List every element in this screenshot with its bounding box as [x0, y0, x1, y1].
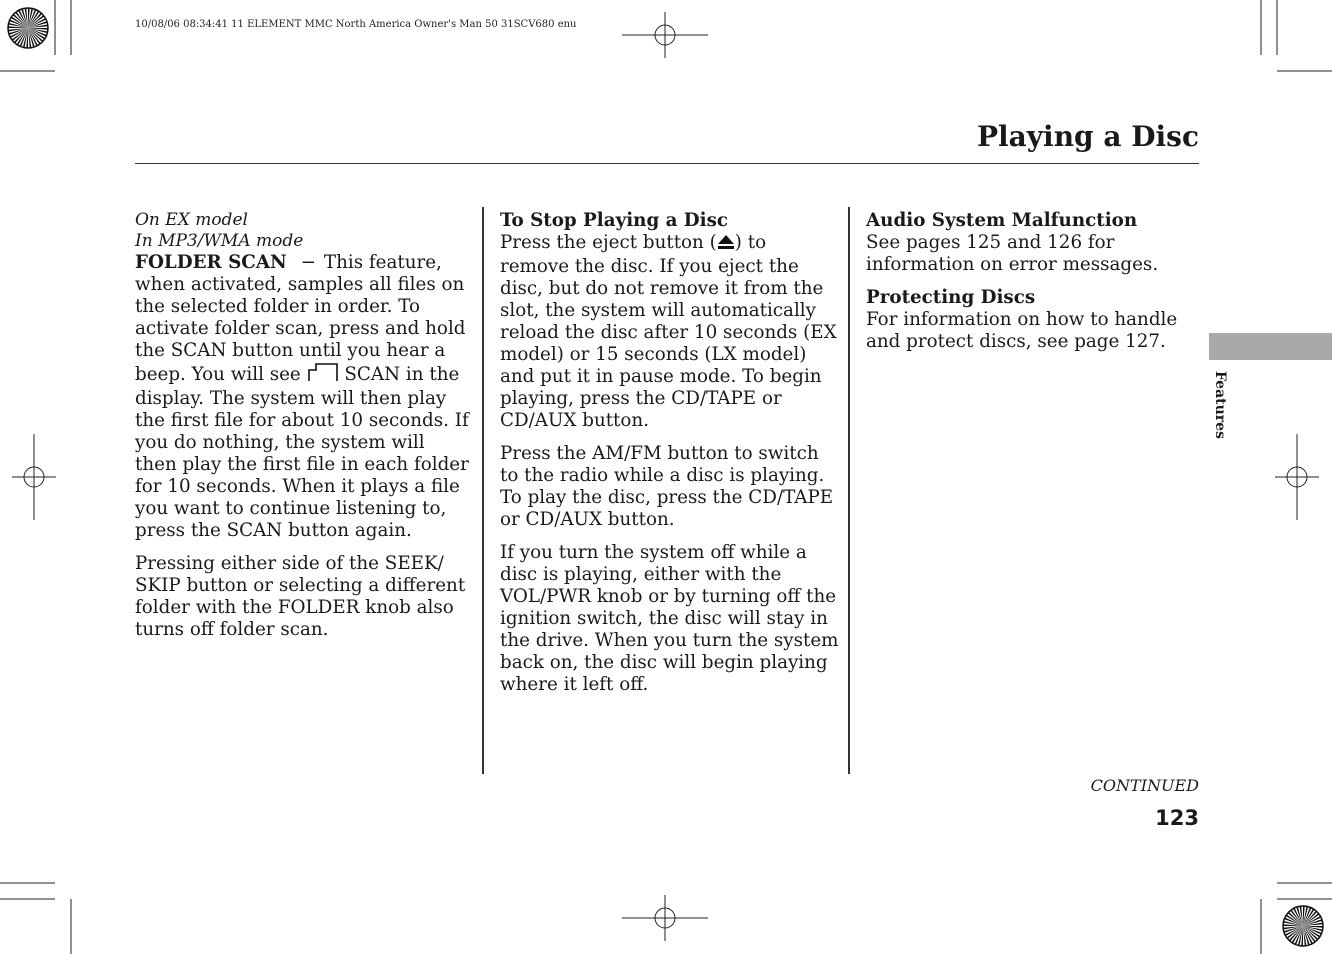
malfunction-paragraph: See pages 125 and 126 for information on error messages.: [866, 232, 1159, 275]
eject-paragraph: [500, 232, 840, 432]
registration-target-icon: [622, 895, 708, 941]
column-folder-scan: [135, 210, 470, 652]
folder-scan-text-a: This feature, when activated, samples all files on the selected folder in order. To activate folder scan, press and hold the SCAN button until you hear a beep. You will see: [135, 252, 466, 385]
protecting-discs-heading: Protecting Discs: [866, 287, 1036, 308]
column-divider: [848, 207, 850, 774]
am-fm-paragraph: Press the AM/FM button to switch to the radio while a disc is playing. To play the disc, press the CD/TAPE or CD/AUX button.: [500, 443, 834, 530]
folder-scan-indicator-icon: [307, 362, 339, 388]
eject-text-a: Press the eject button (: [500, 232, 717, 253]
title-divider: [135, 163, 1199, 164]
continued-note: CONTINUED: [1090, 776, 1199, 795]
registration-target-icon: [1275, 434, 1319, 520]
registration-target-icon: [622, 12, 708, 58]
column-stop-playing: [500, 210, 840, 707]
starburst-registration-icon: [8, 8, 48, 48]
stop-playing-heading: To Stop Playing a Disc: [500, 210, 729, 231]
registration-target-icon: [12, 434, 56, 520]
column-divider: [482, 207, 484, 774]
eject-icon: [717, 234, 735, 256]
print-metadata: 10/08/06 08:34:41 11 ELEMENT MMC North America Owner's Man 50 31SCV680 enu: [135, 19, 577, 30]
term-dash: −: [300, 252, 316, 273]
section-tab-label: Features: [1212, 371, 1228, 439]
power-off-paragraph: If you turn the system off while a disc is playing, either with the VOL/PWR knob or by turning off the ignition switch, the disc will stay in the drive. When you turn the system back on, the disc will begin playing where it left off.: [500, 542, 839, 695]
folder-scan-term: FOLDER SCAN: [135, 252, 287, 273]
seek-skip-paragraph: Pressing either side of the SEEK/ SKIP button or selecting a different folder with the FOLDER knob also turns off folder scan.: [135, 553, 466, 640]
page-number: 123: [1155, 806, 1199, 830]
column-malfunction: [866, 210, 1186, 364]
folder-scan-text-b: SCAN in the display. The system will then play the first file for about 10 seconds. If you do nothing, the system will then play the first file in each folder for 10 seconds. When it plays a file you want to continue listening to, press the SCAN button again.: [135, 364, 469, 541]
folder-scan-paragraph: [135, 252, 470, 542]
eject-text-b: ) to remove the disc. If you eject the disc, but do not remove it from the slot, the system will automatically reload the disc after 10 seconds (EX model) or 15 seconds (LX model) and put it in pause mode. To begin playing, press the CD/TAPE or CD/AUX button.: [500, 232, 837, 431]
page-title: Playing a Disc: [976, 120, 1199, 153]
malfunction-heading: Audio System Malfunction: [866, 210, 1138, 231]
protecting-discs-paragraph: For information on how to handle and protect discs, see page 127.: [866, 309, 1178, 352]
mode-note: In MP3/WMA mode: [135, 231, 304, 251]
starburst-registration-icon: [1283, 906, 1323, 946]
section-tab-bar: [1209, 333, 1332, 360]
model-note: On EX model: [135, 210, 248, 230]
